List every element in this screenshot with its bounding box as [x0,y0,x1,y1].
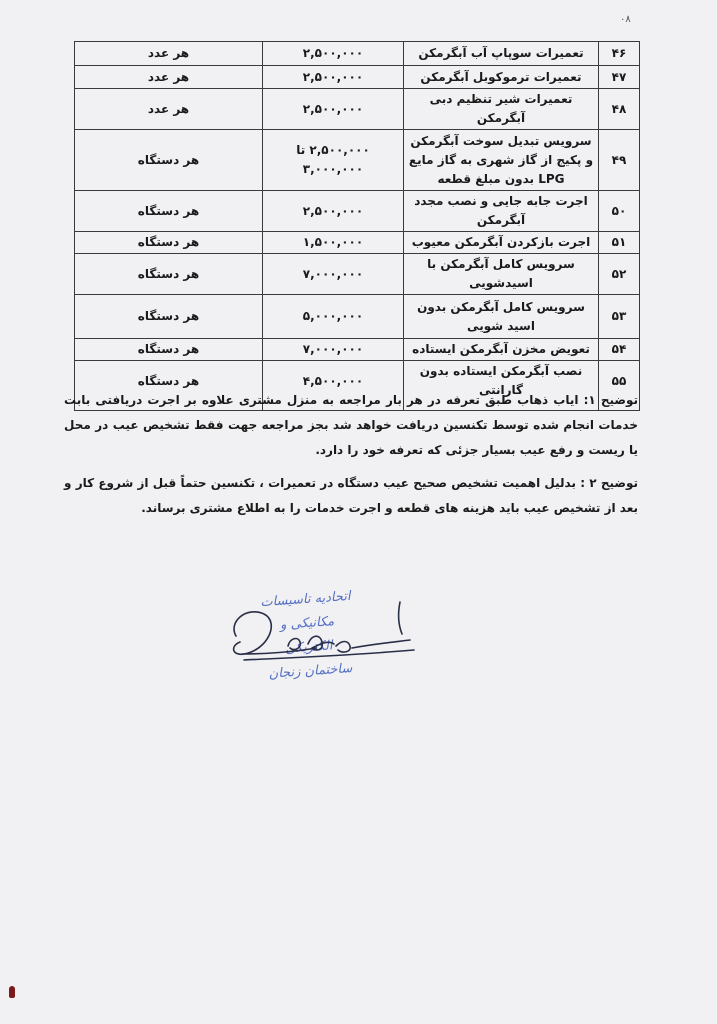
row-price: ۴,۵۰۰,۰۰۰ [263,361,404,411]
row-description: تعمیرات ترموکوبل آبگرمکن [404,66,599,89]
note-1: توضیح ۱: ایاب ذهاب طبق تعرفه در هر بار مراجعه به منزل مشتری علاوه بر اجرت دریافتی بابت خدمات انجام شده توسط تکنسین دریافت خواهد شد بجز مراجعه جهت فقط تشخیص عیب در محل یا ریست و رفع عیب بسیار جزئی که تعرفه خود را دارد. [64,393,638,457]
row-price: ۷,۰۰۰,۰۰۰ [263,339,404,361]
row-price: ۲,۵۰۰,۰۰۰ [263,42,404,66]
row-unit: هر دستگاه [75,232,263,254]
row-number: ۴۷ [599,66,640,89]
table-row [75,232,640,254]
row-unit: هر دستگاه [75,191,263,232]
row-description: سرویس کامل آبگرمکن بدون اسید شویی [404,295,599,339]
row-number: ۵۱ [599,232,640,254]
row-price: ۱,۵۰۰,۰۰۰ [263,232,404,254]
stamp-line-2: مکانیکی و الکتریکی [279,614,335,657]
table-row [75,191,640,232]
row-description: تعویض مخزن آبگرمکن ایستاده [404,339,599,361]
row-description: تعمیرات شیر تنظیم دبی آبگرمکن [404,89,599,130]
row-price: ۷,۰۰۰,۰۰۰ [263,254,404,295]
row-description: سرویس کامل آبگرمکن با اسیدشویی [404,254,599,295]
row-description: تعمیرات سوپاپ آب آبگرمکن [404,42,599,66]
table-row [75,66,640,89]
row-unit: هر دستگاه [75,361,263,411]
note-2: توضیح ۲ : بدلیل اهمیت تشخیص صحیح عیب دستگاه در تعمیرات ، تکنسین حتماً قبل از شروع کار و بعد از تشخیص عیب باید هزینه های قطعه و اجرت خدمات را به اطلاع مشتری برساند. [64,476,638,515]
row-number: ۵۲ [599,254,640,295]
row-unit: هر دستگاه [75,254,263,295]
notes-section [64,388,638,529]
row-number: ۵۵ [599,361,640,411]
row-description: نصب آبگرمکن ایستاده بدون گارانتی [404,361,599,411]
table-row [75,254,640,295]
stamp-line-3: ساختمان زنجان [268,661,353,682]
stamp-line-1: اتحادیه تاسیسات [259,588,352,611]
row-price: ۲,۵۰۰,۰۰۰ [263,89,404,130]
table-row [75,42,640,66]
row-number: ۴۶ [599,42,640,66]
table-row [75,295,640,339]
corner-ink-mark [9,986,15,998]
tariff-table [74,41,640,411]
row-description: اجرت جابه جایی و نصب مجدد آبگرمکن [404,191,599,232]
row-price: ۵,۰۰۰,۰۰۰ [263,295,404,339]
row-number: ۴۸ [599,89,640,130]
row-number: ۵۴ [599,339,640,361]
row-unit: هر دستگاه [75,339,263,361]
page-mark: ۰۸ [620,14,631,25]
row-number: ۵۰ [599,191,640,232]
row-description: سرویس تبدیل سوخت آبگرمکن و پکیج از گاز شهری به گاز مایع LPG بدون مبلغ قطعه [404,130,599,191]
row-unit: هر دستگاه [75,295,263,339]
row-number: ۴۹ [599,130,640,191]
row-price: ۲,۵۰۰,۰۰۰ [263,191,404,232]
row-unit: هر عدد [75,42,263,66]
row-price: ۲,۵۰۰,۰۰۰ [263,66,404,89]
row-unit: هر دستگاه [75,130,263,191]
row-unit: هر عدد [75,89,263,130]
table-row [75,130,640,191]
table-row [75,89,640,130]
row-unit: هر عدد [75,66,263,89]
table-row [75,339,640,361]
row-number: ۵۳ [599,295,640,339]
row-price: ۲,۵۰۰,۰۰۰ تا ۳,۰۰۰,۰۰۰ [263,130,404,191]
row-description: اجرت بازکردن آبگرمکن معیوب [404,232,599,254]
handwritten-signature [224,592,424,672]
